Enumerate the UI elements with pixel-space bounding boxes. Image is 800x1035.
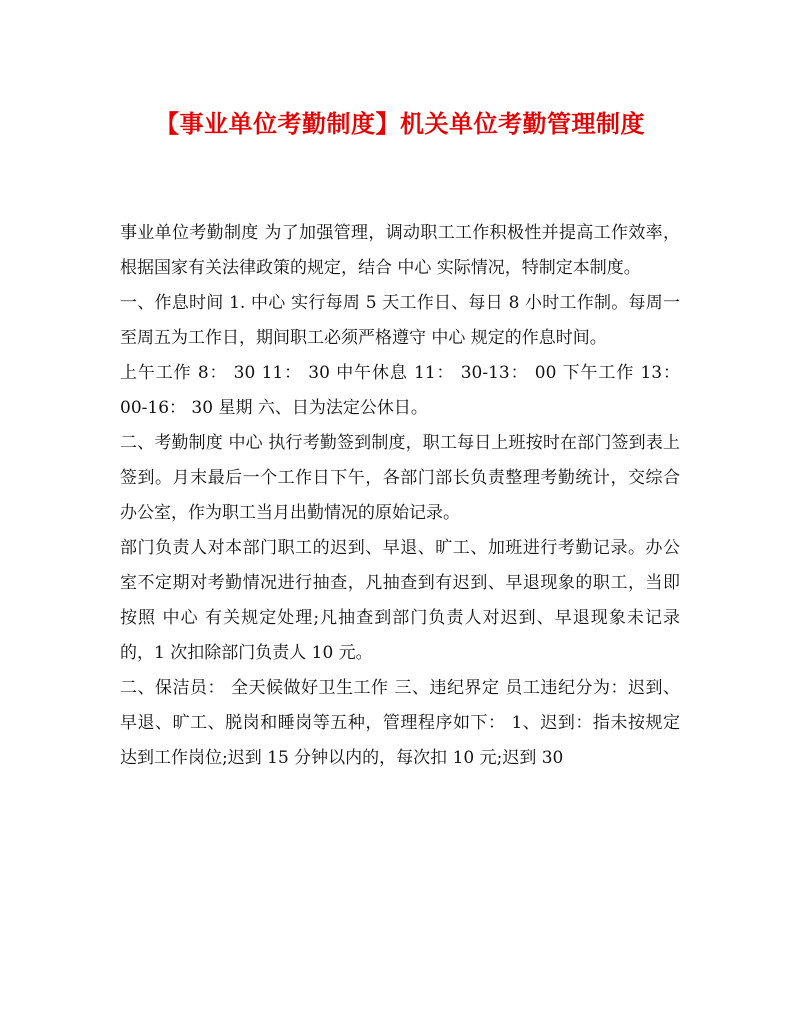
- document-body: [120, 216, 680, 776]
- paragraph-intro: 事业单位考勤制度 为了加强管理，调动职工工作积极性并提高工作效率，根据国家有关法律政策的规定，结合 中心 实际情况，特制定本制度。: [120, 223, 680, 278]
- paragraph-work-hours: 上午工作 8： 30 11： 30 中午休息 11： 30-13： 00 下午工作 13：00-16： 30 星期 六、日为法定公休日。: [120, 363, 680, 418]
- paragraph-cleaning-and-violations: 二、保洁员： 全天候做好卫生工作 三、违纪界定 员工违纪分为：迟到、早退、旷工、脱岗和睡岗等五种，管理程序如下： 1、迟到：指未按规定达到工作岗位;迟到 15 分钟以内的，每次扣 10 元;迟到 30: [120, 678, 680, 768]
- paragraph-attendance-system: 二、考勤制度 中心 执行考勤签到制度，职工每日上班按时在部门签到表上签到。月末最后一个工作日下午，各部门部长负责整理考勤统计，交综合办公室，作为职工当月出勤情况的原始记录。: [120, 433, 680, 523]
- paragraph-attendance-records: 部门负责人对本部门职工的迟到、早退、旷工、加班进行考勤记录。办公室不定期对考勤情况进行抽查，凡抽查到有迟到、早退现象的职工，当即按照 中心 有关规定处理;凡抽查到部门负责人对迟到、早退现象未记录的，1 次扣除部门负责人 10 元。: [120, 538, 680, 663]
- document-title: 【事业单位考勤制度】机关单位考勤管理制度: [155, 109, 645, 138]
- paragraph-work-schedule: 一、作息时间 1. 中心 实行每周 5 天工作日、每日 8 小时工作制。每周一至周五为工作日，期间职工必须严格遵守 中心 规定的作息时间。: [120, 293, 680, 348]
